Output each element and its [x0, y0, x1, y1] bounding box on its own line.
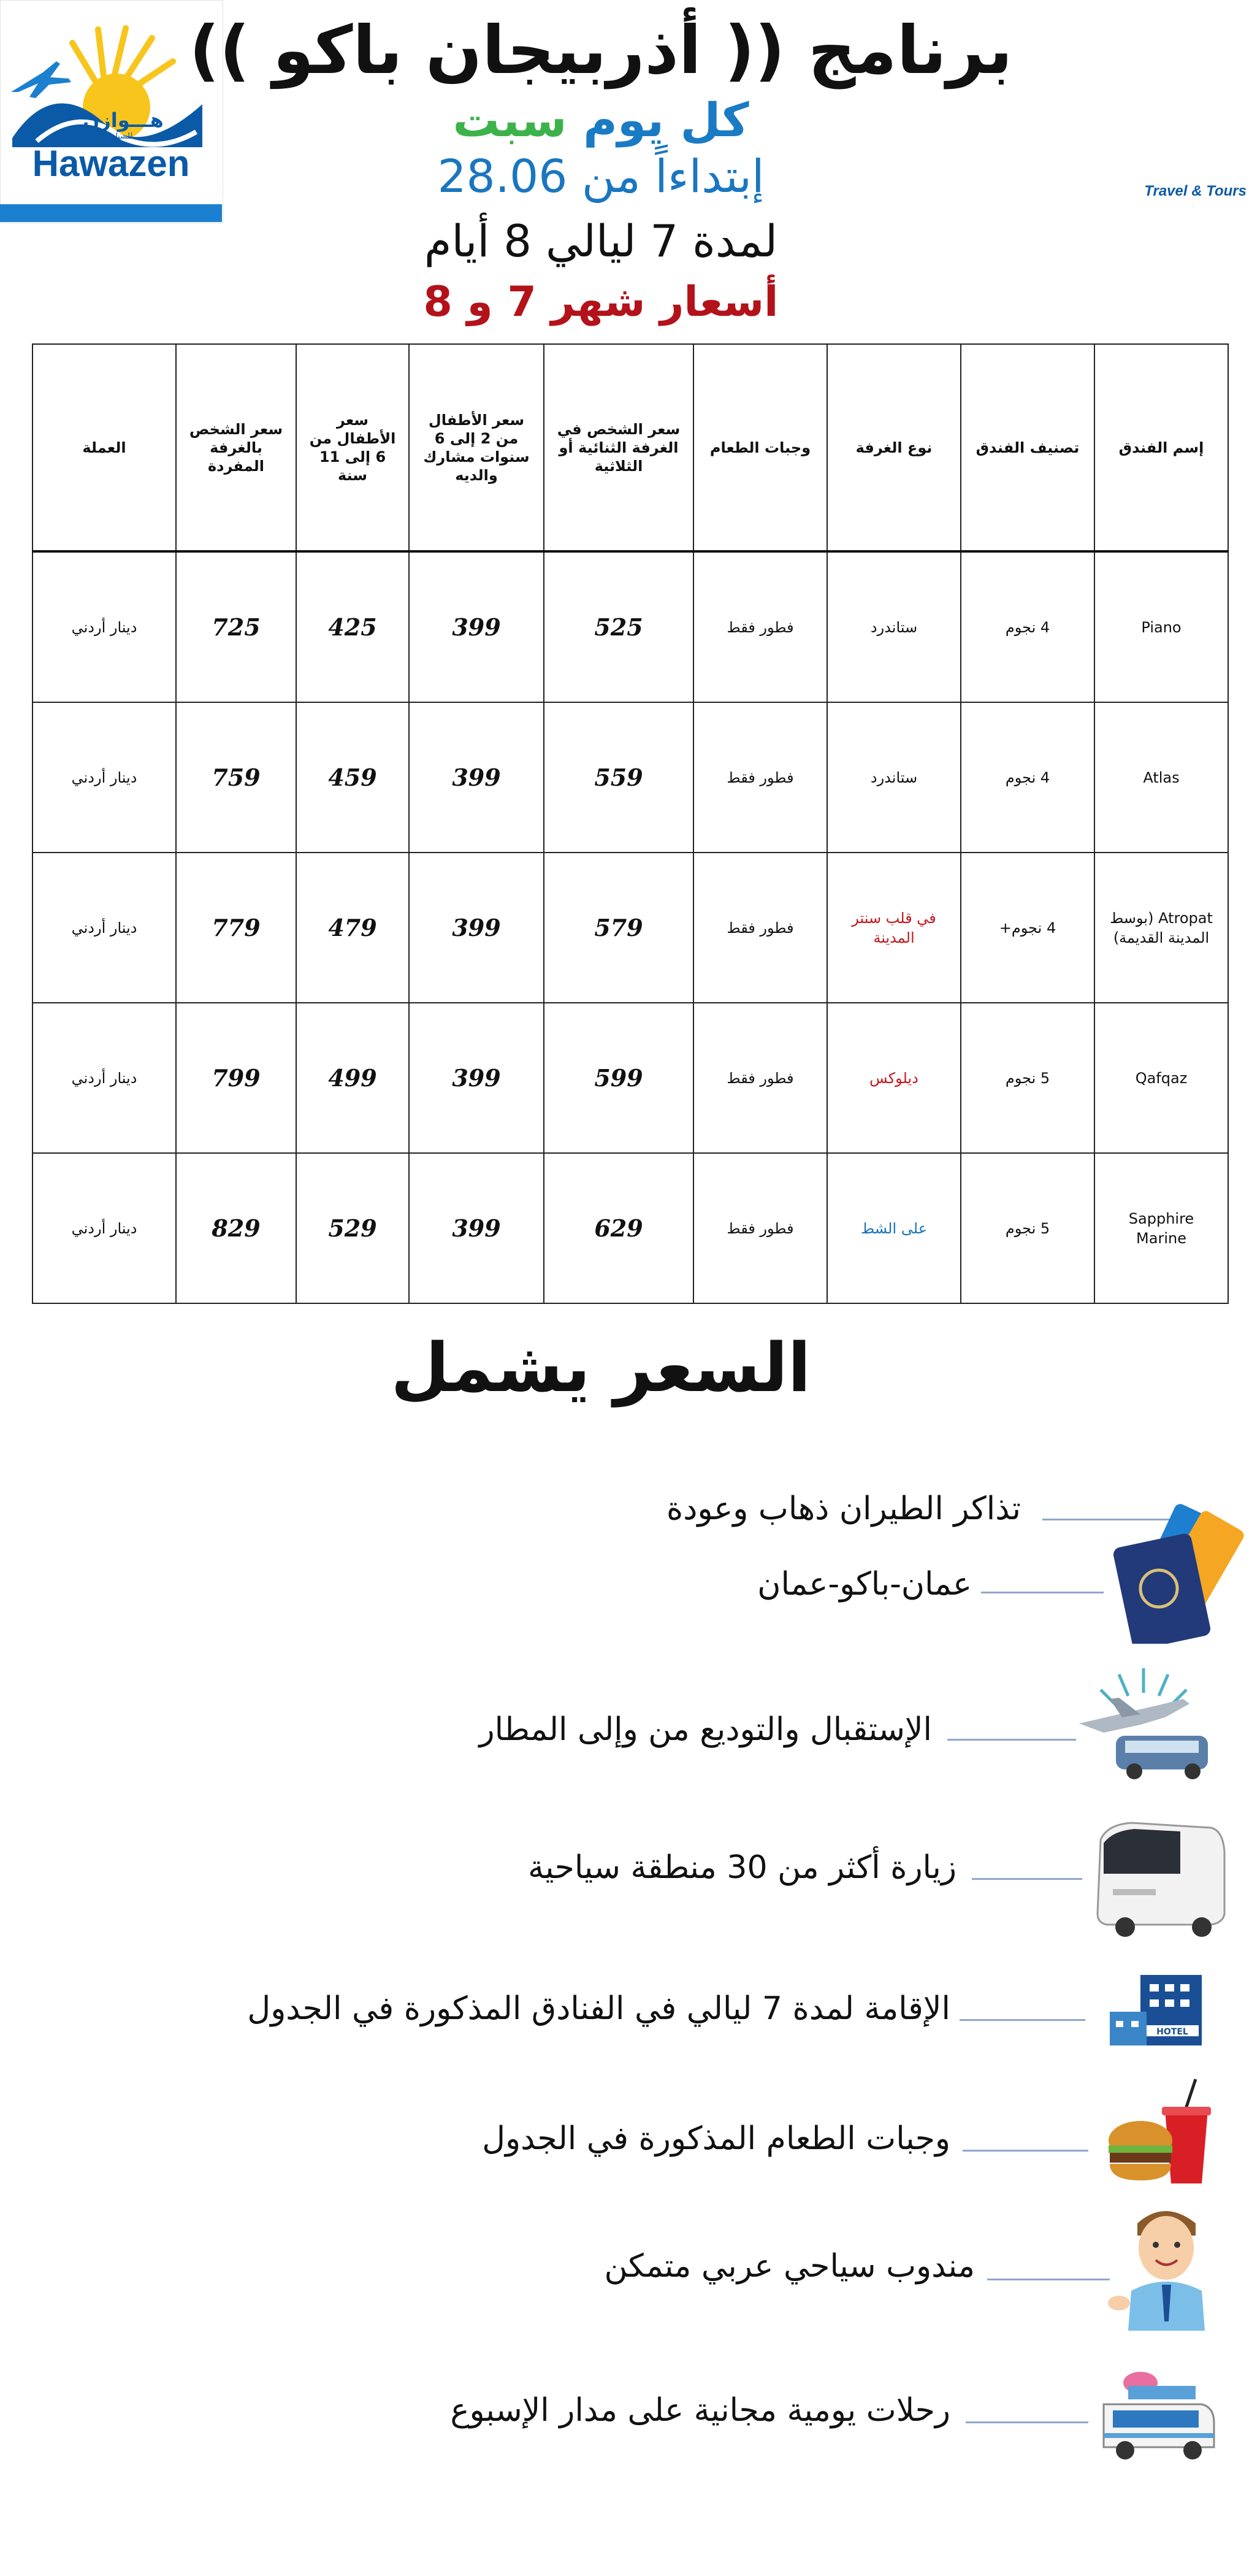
hotel-name: Qafqaz: [1094, 1003, 1228, 1153]
day-word: يوم: [583, 93, 665, 147]
child-6-11-price: 425: [296, 551, 409, 702]
single-room-price: 829: [176, 1153, 296, 1303]
header-hotel-name: إسم الفندق: [1094, 344, 1228, 551]
single-room-price: 725: [176, 551, 296, 702]
table-header-row: [32, 344, 1228, 551]
tour-van-icon: [1091, 2364, 1220, 2465]
header-currency: العملة: [32, 344, 176, 551]
header-meals: وجبات الطعام: [693, 344, 827, 551]
currency: دينار أردني: [32, 1153, 176, 1303]
passport-tickets-icon: [1110, 1497, 1257, 1646]
includes-title: السعر يشمل: [391, 1328, 811, 1407]
single-room-price: 799: [176, 1003, 296, 1153]
currency: دينار أردني: [32, 551, 176, 702]
table-row: [32, 853, 1228, 1003]
hotel-price-table: [32, 343, 1229, 1304]
single-room-price: 779: [176, 853, 296, 1003]
meals: فطور فقط: [693, 551, 827, 702]
child-2-6-price: 399: [409, 1003, 544, 1153]
include-flights: تذاكر الطيران ذهاب وعودة: [666, 1490, 1021, 1527]
child-6-11-price: 459: [296, 702, 409, 853]
hotel-name: Sapphire Marine: [1094, 1153, 1228, 1303]
meals: فطور فقط: [693, 853, 827, 1003]
child-2-6-price: 399: [409, 551, 544, 702]
table-row: [32, 1153, 1228, 1303]
header-hotel-rating: تصنيف الفندق: [961, 344, 1094, 551]
table-row: [32, 702, 1228, 853]
currency: دينار أردني: [32, 702, 176, 853]
hotel-name: Piano: [1094, 551, 1228, 702]
child-6-11-price: 529: [296, 1153, 409, 1303]
include-connector-line: [981, 1592, 1104, 1593]
include-connector-line: [987, 2279, 1110, 2280]
child-2-6-price: 399: [409, 702, 544, 853]
meals: فطور فقط: [693, 1003, 827, 1153]
hotel-rating: 4 نجوم+: [961, 853, 1094, 1003]
child-6-11-price: 479: [296, 853, 409, 1003]
room-type: في قلب سنتر المدينة: [827, 853, 961, 1003]
double-triple-price: 629: [544, 1153, 693, 1303]
include-connector-line: [960, 2019, 1085, 2021]
child-2-6-price: 399: [409, 853, 544, 1003]
include-daily-trips: رحلات يومية مجانية على مدار الإسبوع: [450, 2392, 950, 2429]
table-row: [32, 1003, 1228, 1153]
room-type: ستاندرد: [827, 702, 961, 853]
header-child-6-11-price: سعر الأطفال من 6 إلى 11 سنة: [296, 344, 409, 551]
logo-arabic-sub: للسياحة والسفر: [80, 132, 133, 141]
room-type: على الشط: [827, 1153, 961, 1303]
child-6-11-price: 499: [296, 1003, 409, 1153]
hotel-name: Atropat (بوسط المدينة القديمة): [1094, 853, 1228, 1003]
hotel-name: Atlas: [1094, 702, 1228, 853]
tour-guide-icon: [1104, 2199, 1226, 2336]
hotel-rating: 5 نجوم: [961, 1153, 1094, 1303]
include-connector-line: [963, 2150, 1088, 2152]
airport-transfer-icon: [1067, 1656, 1220, 1787]
double-triple-price: 579: [544, 853, 693, 1003]
include-meals: وجبات الطعام المذكورة في الجدول: [482, 2120, 950, 2157]
include-connector-line: [972, 1878, 1082, 1880]
tour-bus-icon: [1088, 1815, 1229, 1941]
double-triple-price: 599: [544, 1003, 693, 1153]
hawazen-logo: هـــوازن للسياحة والسفر Hawazen Travel & Tours: [0, 0, 223, 223]
trip-duration: لمدة 7 ليالي 8 أيام: [424, 215, 778, 267]
single-room-price: 759: [176, 702, 296, 853]
burger-drink-icon: [1104, 2073, 1220, 2192]
meals: فطور فقط: [693, 1153, 827, 1303]
logo-name: Hawazen: [32, 143, 190, 184]
double-triple-price: 525: [544, 551, 693, 702]
page-title: برنامج (( أذربيجان باكو )): [189, 12, 1013, 89]
hotel-icon: [1104, 1969, 1220, 2051]
svg-text:HOTEL: HOTEL: [1156, 2027, 1188, 2037]
prices-months: أسعار شهر 7 و 8: [423, 278, 779, 326]
room-type: ستاندرد: [827, 551, 961, 702]
double-triple-price: 559: [544, 702, 693, 853]
meals: فطور فقط: [693, 702, 827, 853]
include-tour-guide: مندوب سياحي عربي متمكن: [604, 2248, 975, 2285]
header-child-2-6-price: سعر الأطفال من 2 إلى 6 سنوات مشارك والديه: [409, 344, 544, 551]
logo-arabic-name: هـــوازن: [83, 109, 164, 132]
hotel-rating: 4 نجوم: [961, 551, 1094, 702]
include-accommodation: الإقامة لمدة 7 ليالي في الفنادق المذكورة في الجدول: [247, 1990, 950, 2027]
currency: دينار أردني: [32, 853, 176, 1003]
include-connector-line: [966, 2421, 1088, 2423]
include-connector-line: [947, 1739, 1076, 1741]
header-room-type: نوع الغرفة: [827, 344, 961, 551]
room-type: ديلوكس: [827, 1003, 961, 1153]
saturday-word: سبت: [452, 93, 567, 147]
table-row: [32, 551, 1228, 702]
currency: دينار أردني: [32, 1003, 176, 1153]
logo-bottom-bar: [0, 204, 222, 222]
include-airport-transfer: الإستقبال والتوديع من وإلى المطار: [479, 1711, 932, 1748]
start-date: إبتداءاً من 28.06: [437, 150, 765, 203]
hotel-rating: 4 نجوم: [961, 702, 1094, 853]
include-sightseeing: زيارة أكثر من 30 منطقة سياحية: [528, 1849, 956, 1886]
hotel-rating: 5 نجوم: [961, 1003, 1094, 1153]
header-double-triple-price: سعر الشخص في الغرفة الثنائية أو الثلاثية: [544, 344, 693, 551]
every-word: كل: [680, 93, 749, 147]
child-2-6-price: 399: [409, 1153, 544, 1303]
header-single-room-price: سعر الشخص بالغرفة المفردة: [176, 344, 296, 551]
include-route: عمان-باكو-عمان: [757, 1566, 972, 1603]
